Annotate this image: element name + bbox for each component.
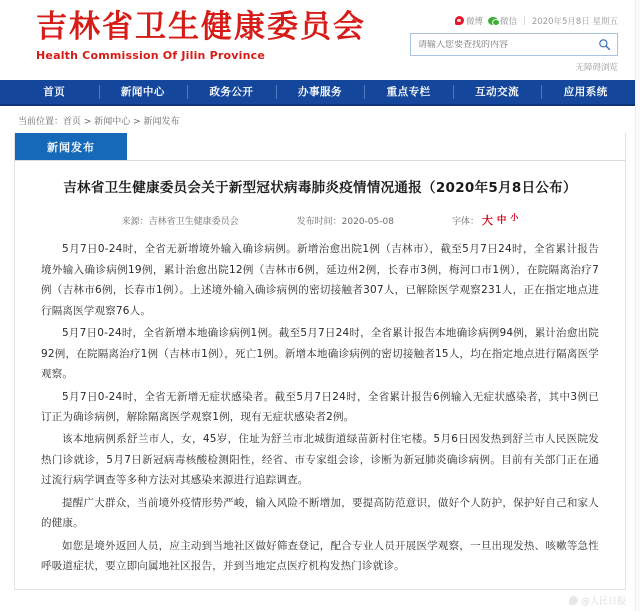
search-icon bbox=[598, 38, 611, 51]
site-header bbox=[0, 0, 640, 80]
site-brand bbox=[36, 10, 366, 62]
panel-tab-bar bbox=[15, 133, 625, 161]
tab-bar-filler bbox=[127, 133, 625, 160]
article-paragraph: 该本地病例系舒兰市人，女，45岁，住址为舒兰市北城街道绿苗新村住宅楼。5月6日因发热到舒兰市人民医院发热门诊就诊，5月7日新冠病毒核酸检测阳性，经省、市专家组会诊，诊断为新冠肺炎确诊病例。目前有关部门正在通过流行病学调查等多种方法对其感染来源进行追踪调查。 bbox=[41, 433, 599, 487]
site-title-en: Health Commission Of Jilin Province bbox=[36, 48, 266, 62]
wechat-label: 微信 bbox=[499, 16, 517, 27]
font-size-control bbox=[452, 212, 518, 228]
article bbox=[15, 161, 625, 589]
accessible-browsing-link[interactable]: 无障碍浏览 bbox=[575, 63, 618, 73]
article-meta bbox=[41, 212, 599, 239]
nav-item-affairs[interactable]: 政务公开 bbox=[187, 80, 276, 104]
nav-item-news[interactable]: 新闻中心 bbox=[99, 80, 188, 104]
header-links-row bbox=[410, 14, 618, 27]
search-box[interactable] bbox=[410, 33, 618, 56]
header-utility-area bbox=[410, 14, 618, 73]
font-size-label: 字体： bbox=[451, 217, 479, 228]
wechat-link[interactable] bbox=[488, 15, 517, 27]
article-paragraph: 如您是境外返回人员，应主动到当地社区做好筛查登记，配合专业人员开展医学观察，一旦出现发热、咳嗽等急性呼吸道症状，要立即向属地社区报告，并到当地定点医疗机构发热门诊就诊。 bbox=[41, 539, 599, 573]
font-size-options bbox=[482, 212, 519, 228]
site-title-cn: 吉林省卫生健康委员会 bbox=[36, 9, 366, 45]
content-panel bbox=[14, 133, 626, 590]
article-source: 来源：吉林省卫生健康委员会 bbox=[121, 216, 239, 227]
page-title: 吉林省卫生健康委员会关于新型冠状病毒肺炎疫情情况通报（2020年5月8日公布） bbox=[63, 180, 577, 196]
article-body bbox=[41, 239, 599, 577]
article-publish-time: 发布时间：2020-05-08 bbox=[296, 216, 394, 227]
accessibility-row bbox=[410, 61, 618, 73]
weibo-link[interactable] bbox=[455, 15, 483, 27]
article-paragraph: 5月7日0-24时，全省无新增境外输入确诊病例。新增治愈出院1例（吉林市），截至5月7日24时，全省累计报告境外输入确诊病例19例，累计治愈出院12例（吉林市6例，延边州2例，长春市3例，梅河口市1例），在院隔离治疗7例（吉林市6例，长春市1例）。上述境外输入确诊病例的密切接触者307人，已解除医学观察231人，正在指定地点进行隔离医学观察76人。 bbox=[41, 243, 599, 317]
search-input[interactable] bbox=[418, 40, 596, 50]
nav-item-systems[interactable]: 应用系统 bbox=[541, 80, 630, 104]
current-date: 2020年5月8日 星期五 bbox=[531, 16, 618, 27]
search-button[interactable] bbox=[596, 37, 612, 53]
nav-list bbox=[10, 80, 630, 104]
font-size-large[interactable]: 大 bbox=[481, 214, 493, 228]
breadcrumb: 当前位置：首页 > 新闻中心 > 新闻发布 bbox=[18, 117, 180, 127]
article-paragraph: 5月7日0-24时，全省新增本地确诊病例1例。截至5月7日24时，全省累计报告本地确诊病例94例，累计治愈出院92例，在院隔离治疗1例（吉林市1例），死亡1例。新增本地确诊病例的密切接触者15人，均在指定地点进行隔离医学观察。 bbox=[41, 327, 599, 381]
article-paragraph: 提醒广大群众，当前境外疫情形势严峻，输入风险不断增加，要提高防范意识，做好个人防护，保护好自己和家人的健康。 bbox=[41, 496, 599, 530]
nav-item-interact[interactable]: 互动交流 bbox=[453, 80, 542, 104]
weibo-label: 微博 bbox=[465, 16, 483, 27]
nav-item-home[interactable]: 首页 bbox=[43, 86, 66, 98]
nav-item-services[interactable]: 办事服务 bbox=[276, 80, 365, 104]
weibo-icon bbox=[455, 16, 464, 25]
weibo-icon bbox=[569, 596, 578, 605]
font-size-medium[interactable]: 中 bbox=[496, 215, 507, 227]
tab-news-release[interactable]: 新闻发布 bbox=[15, 133, 127, 160]
header-divider: | bbox=[522, 15, 526, 26]
nav-item-columns[interactable]: 重点专栏 bbox=[364, 80, 453, 104]
font-size-small[interactable]: 小 bbox=[510, 213, 519, 223]
right-edge-rail bbox=[635, 0, 640, 611]
main-navigation bbox=[0, 80, 640, 106]
watermark-text: @人民日报 bbox=[580, 597, 626, 607]
watermark bbox=[569, 594, 626, 607]
wechat-icon bbox=[488, 17, 498, 25]
article-paragraph: 5月7日0-24时，全省无新增无症状感染者。截至5月7日24时，全省累计报告6例输入无症状感染者，其中3例已订正为确诊病例，解除隔离医学观察1例，现有无症状感染者2例。 bbox=[41, 390, 599, 423]
